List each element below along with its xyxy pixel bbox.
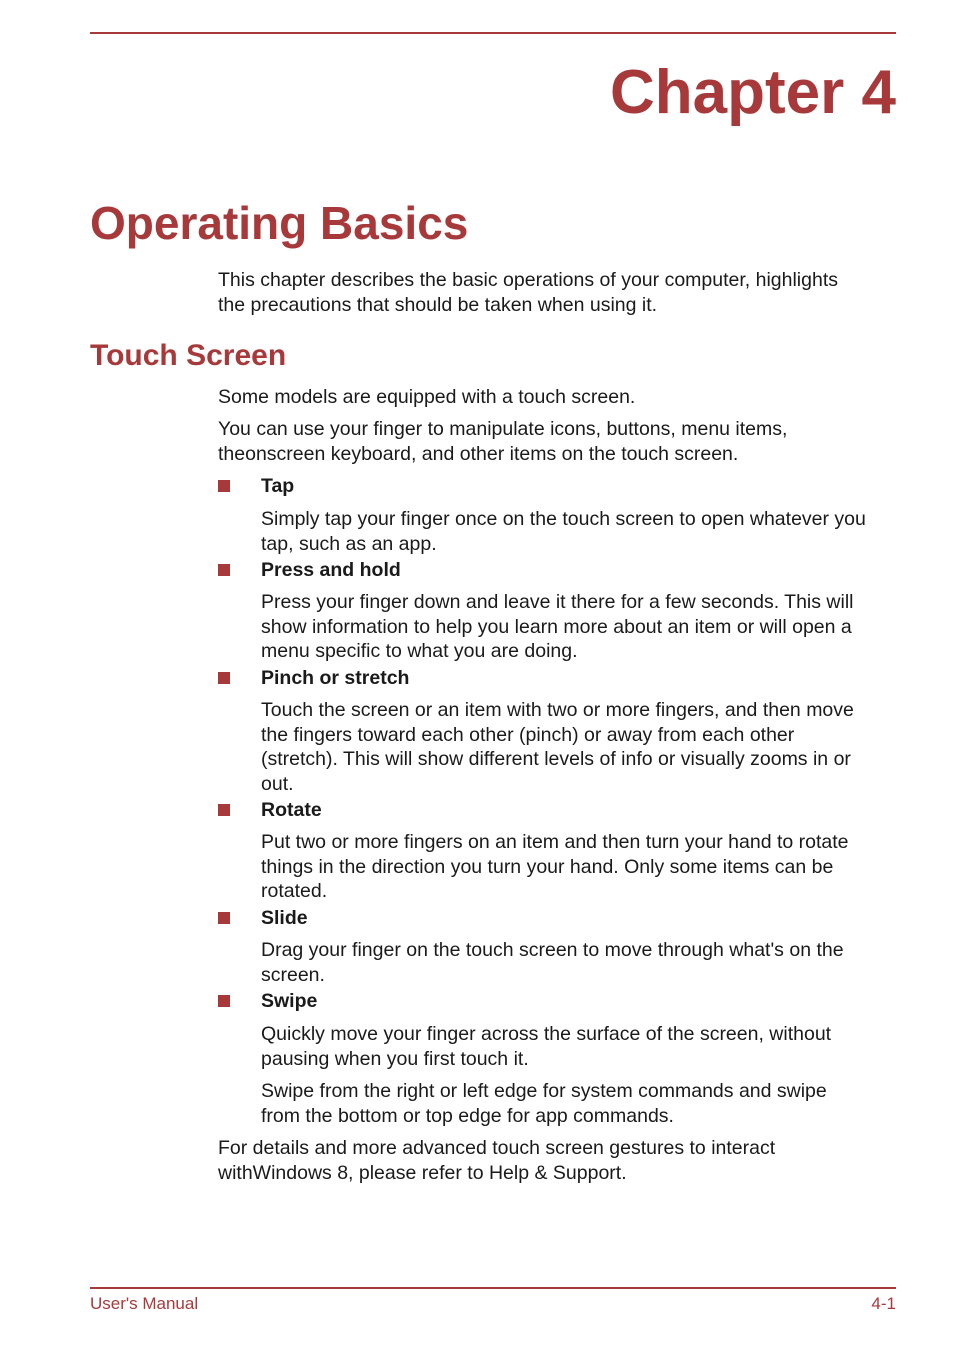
section-heading: Touch Screen	[90, 339, 287, 372]
closing-line: withWindows 8, please refer to Help & Support.	[218, 1161, 627, 1184]
gesture-desc-press-and-hold	[261, 590, 854, 664]
desc-line: rotated.	[261, 880, 328, 902]
gesture-term-rotate: Rotate	[261, 799, 322, 821]
bullet-icon	[218, 995, 230, 1007]
paragraph-line: You can use your finger to manipulate icons, buttons, menu items,	[218, 418, 788, 440]
desc-line: from the bottom or top edge for app commands.	[261, 1104, 674, 1127]
page-title: Operating Basics	[90, 197, 469, 249]
desc-line: screen.	[261, 963, 325, 986]
bottom-rule	[90, 1287, 896, 1289]
desc-line: show information to help you learn more about an item or will open a	[261, 615, 852, 638]
top-rule	[90, 32, 896, 34]
desc-line: pausing when you first touch it.	[261, 1047, 529, 1070]
gesture-term-swipe: Swipe	[261, 990, 318, 1012]
gesture-desc-pinch-or-stretch	[261, 698, 854, 796]
gesture-desc-swipe-2	[261, 1079, 827, 1128]
desc-line: Drag your finger on the touch screen to move through what's on the	[261, 939, 844, 961]
gesture-desc-slide	[261, 938, 844, 987]
closing-paragraph	[218, 1136, 775, 1185]
footer-manual-title: User's Manual	[90, 1294, 199, 1313]
bullet-icon	[218, 912, 230, 924]
gesture-desc-tap	[261, 507, 866, 556]
closing-line: For details and more advanced touch screen gestures to interact	[218, 1137, 776, 1159]
gesture-desc-rotate	[261, 830, 849, 904]
gesture-term-tap: Tap	[261, 475, 295, 497]
gesture-term-slide: Slide	[261, 907, 308, 929]
desc-line: (stretch). This will show different levels of info or visually zooms in or	[261, 748, 851, 770]
gesture-desc-swipe	[261, 1022, 831, 1071]
desc-line: Quickly move your finger across the surface of the screen, without	[261, 1023, 832, 1045]
section-paragraph-2	[218, 417, 787, 466]
gesture-term-pinch-or-stretch: Pinch or stretch	[261, 667, 410, 689]
desc-line: Swipe from the right or left edge for system commands and swipe	[261, 1080, 827, 1102]
intro-paragraph	[218, 268, 838, 317]
bullet-icon	[218, 564, 230, 576]
footer-page-number: 4-1	[871, 1294, 896, 1313]
bullet-icon	[218, 480, 230, 492]
desc-line: out.	[261, 772, 294, 795]
desc-line: things in the direction you turn your hand. Only some items can be	[261, 855, 834, 878]
desc-line: Put two or more fingers on an item and then turn your hand to rotate	[261, 831, 849, 853]
desc-line: the fingers toward each other (pinch) or away from each other	[261, 723, 795, 746]
desc-line: Touch the screen or an item with two or more fingers, and then move	[261, 699, 854, 721]
bullet-icon	[218, 672, 230, 684]
gesture-term-press-and-hold: Press and hold	[261, 559, 401, 581]
desc-line: menu specific to what you are doing.	[261, 640, 578, 662]
intro-line: This chapter describes the basic operations of your computer, highlights	[218, 269, 839, 291]
desc-line: Simply tap your finger once on the touch screen to open whatever you	[261, 508, 866, 530]
paragraph-line: theonscreen keyboard, and other items on the touch screen.	[218, 442, 739, 465]
chapter-title: Chapter 4	[610, 58, 896, 127]
section-paragraph-1: Some models are equipped with a touch screen.	[218, 386, 636, 408]
desc-line: tap, such as an app.	[261, 532, 437, 555]
bullet-icon	[218, 804, 230, 816]
intro-line: the precautions that should be taken when using it.	[218, 293, 658, 316]
desc-line: Press your finger down and leave it there for a few seconds. This will	[261, 591, 854, 613]
